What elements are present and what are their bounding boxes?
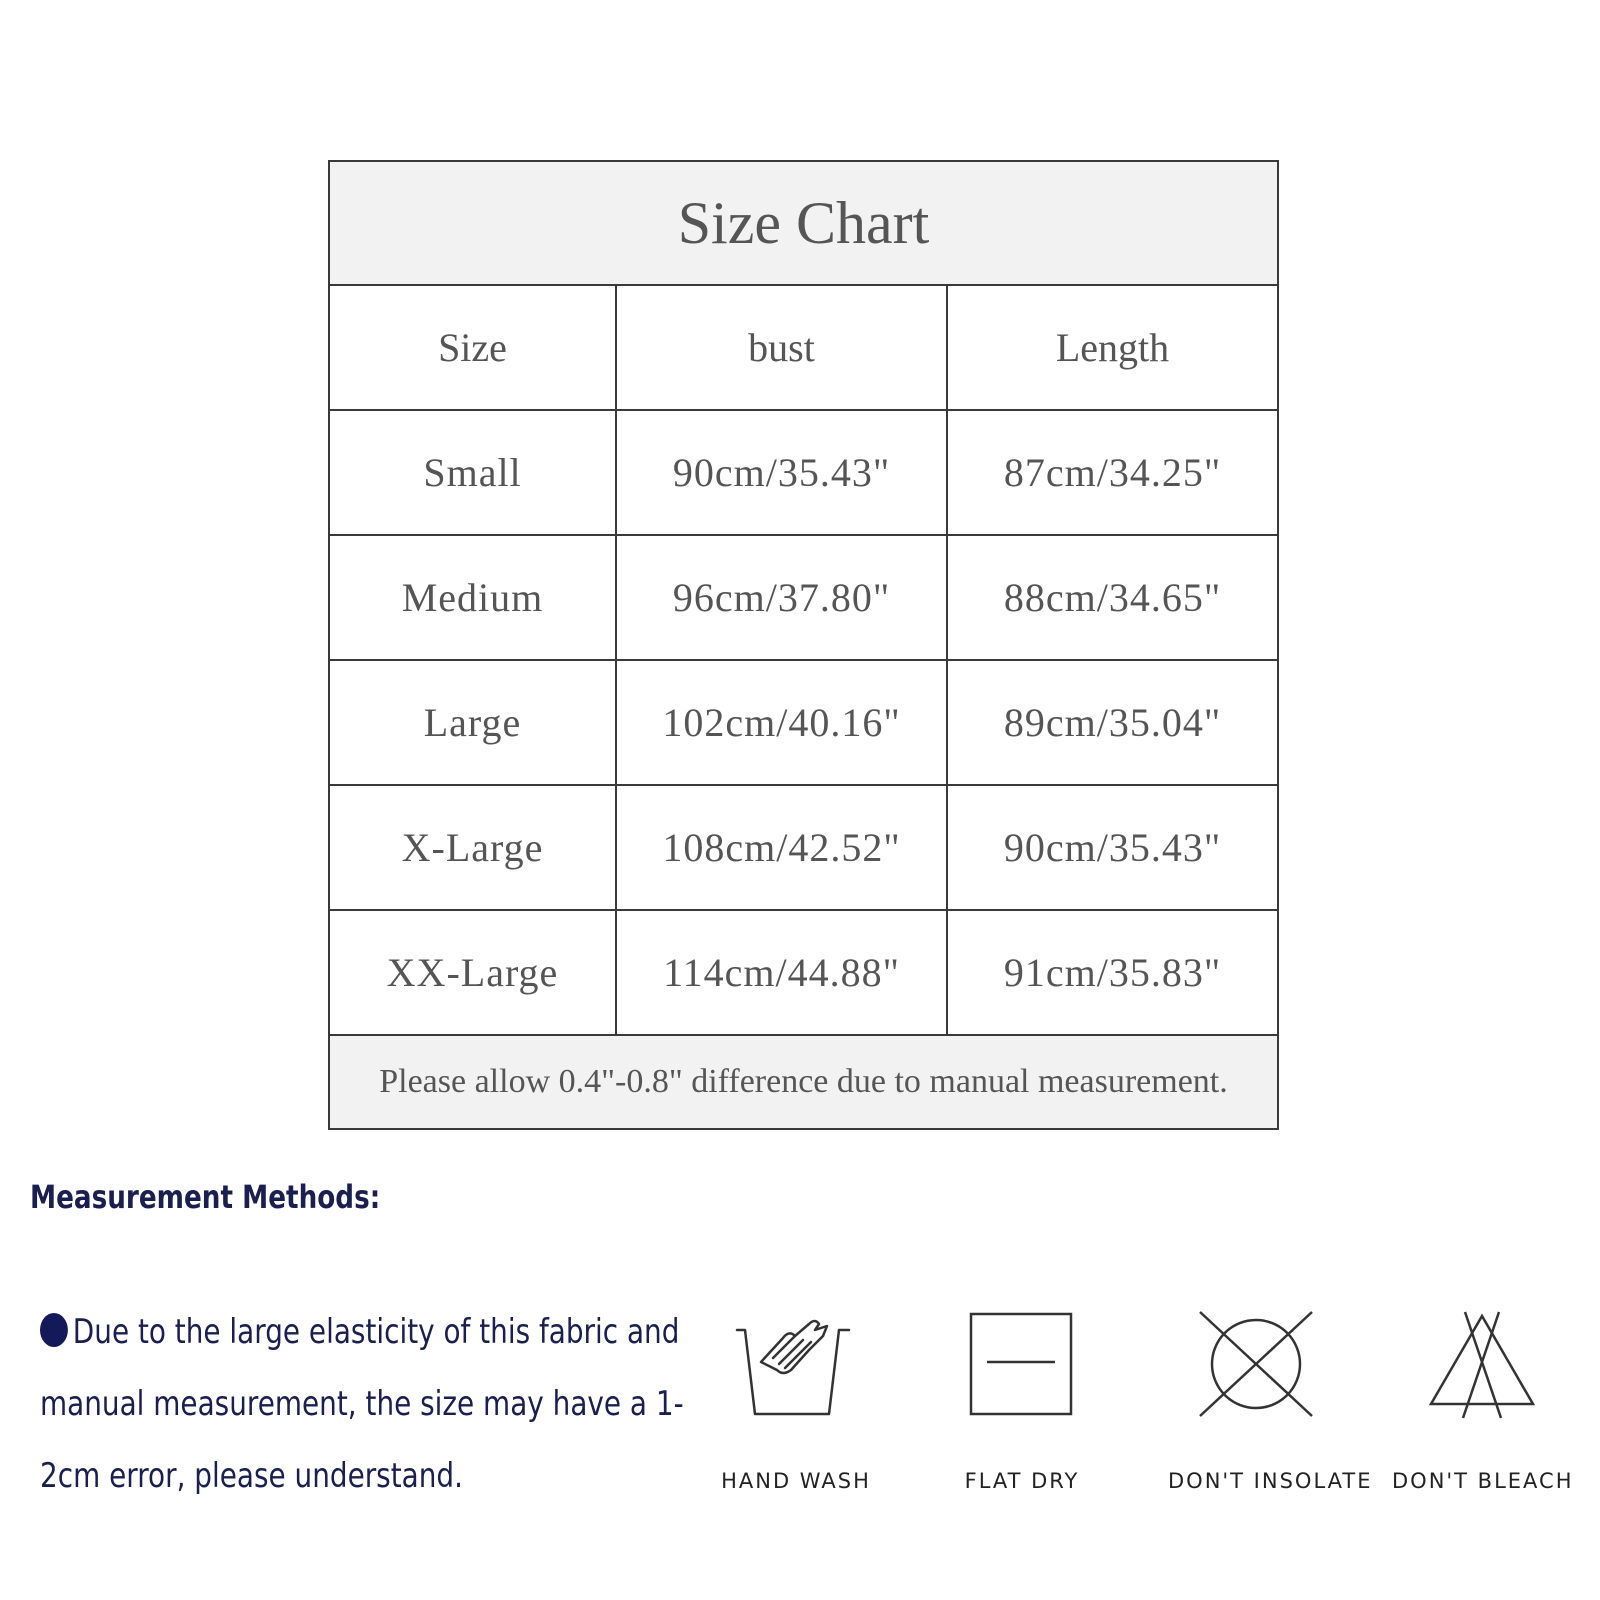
bust-cell: 108cm/42.52"	[616, 785, 947, 910]
measurement-methods-heading: Measurement Methods:	[30, 1178, 381, 1216]
size-cell: X-Large	[329, 785, 616, 910]
dont-bleach-icon	[1427, 1310, 1537, 1425]
care-label: DON'T BLEACH	[1392, 1469, 1574, 1493]
header-row	[329, 285, 1278, 410]
care-label: FLAT DRY	[964, 1469, 1080, 1493]
size-chart-table	[328, 160, 1279, 1130]
bust-cell: 90cm/35.43"	[616, 410, 947, 535]
bullet-icon	[40, 1313, 68, 1347]
bust-cell: 102cm/40.16"	[616, 660, 947, 785]
flat-dry-icon	[967, 1310, 1077, 1425]
size-cell: XX-Large	[329, 910, 616, 1035]
dont-insolate-icon	[1198, 1310, 1318, 1425]
column-header-length: Length	[947, 285, 1278, 410]
hand-wash-icon	[731, 1310, 861, 1425]
size-cell: Medium	[329, 535, 616, 660]
length-cell: 89cm/35.04"	[947, 660, 1278, 785]
table-row	[329, 910, 1278, 1035]
care-flat-dry	[932, 1310, 1112, 1493]
care-dont-insolate	[1168, 1310, 1373, 1493]
length-cell: 87cm/34.25"	[947, 410, 1278, 535]
size-cell: Small	[329, 410, 616, 535]
length-cell: 88cm/34.65"	[947, 535, 1278, 660]
care-label: DON'T INSOLATE	[1168, 1469, 1373, 1493]
size-cell: Large	[329, 660, 616, 785]
table-row	[329, 785, 1278, 910]
care-label: HAND WASH	[721, 1469, 871, 1493]
care-hand-wash	[706, 1310, 886, 1493]
measurement-note: Please allow 0.4"-0.8" difference due to manual measurement.	[329, 1035, 1278, 1129]
table-row	[329, 535, 1278, 660]
table-row	[329, 410, 1278, 535]
care-dont-bleach	[1392, 1310, 1572, 1493]
table-row	[329, 660, 1278, 785]
column-header-bust: bust	[616, 285, 947, 410]
column-header-size: Size	[329, 285, 616, 410]
length-cell: 90cm/35.43"	[947, 785, 1278, 910]
length-cell: 91cm/35.83"	[947, 910, 1278, 1035]
methods-body: Due to the large elasticity of this fabric and manual measurement, the size may have a 1-2cm error, please understand.	[40, 1312, 684, 1496]
bust-cell: 114cm/44.88"	[616, 910, 947, 1035]
table-title: Size Chart	[329, 161, 1278, 285]
measurement-methods-text	[40, 1296, 712, 1512]
bust-cell: 96cm/37.80"	[616, 535, 947, 660]
